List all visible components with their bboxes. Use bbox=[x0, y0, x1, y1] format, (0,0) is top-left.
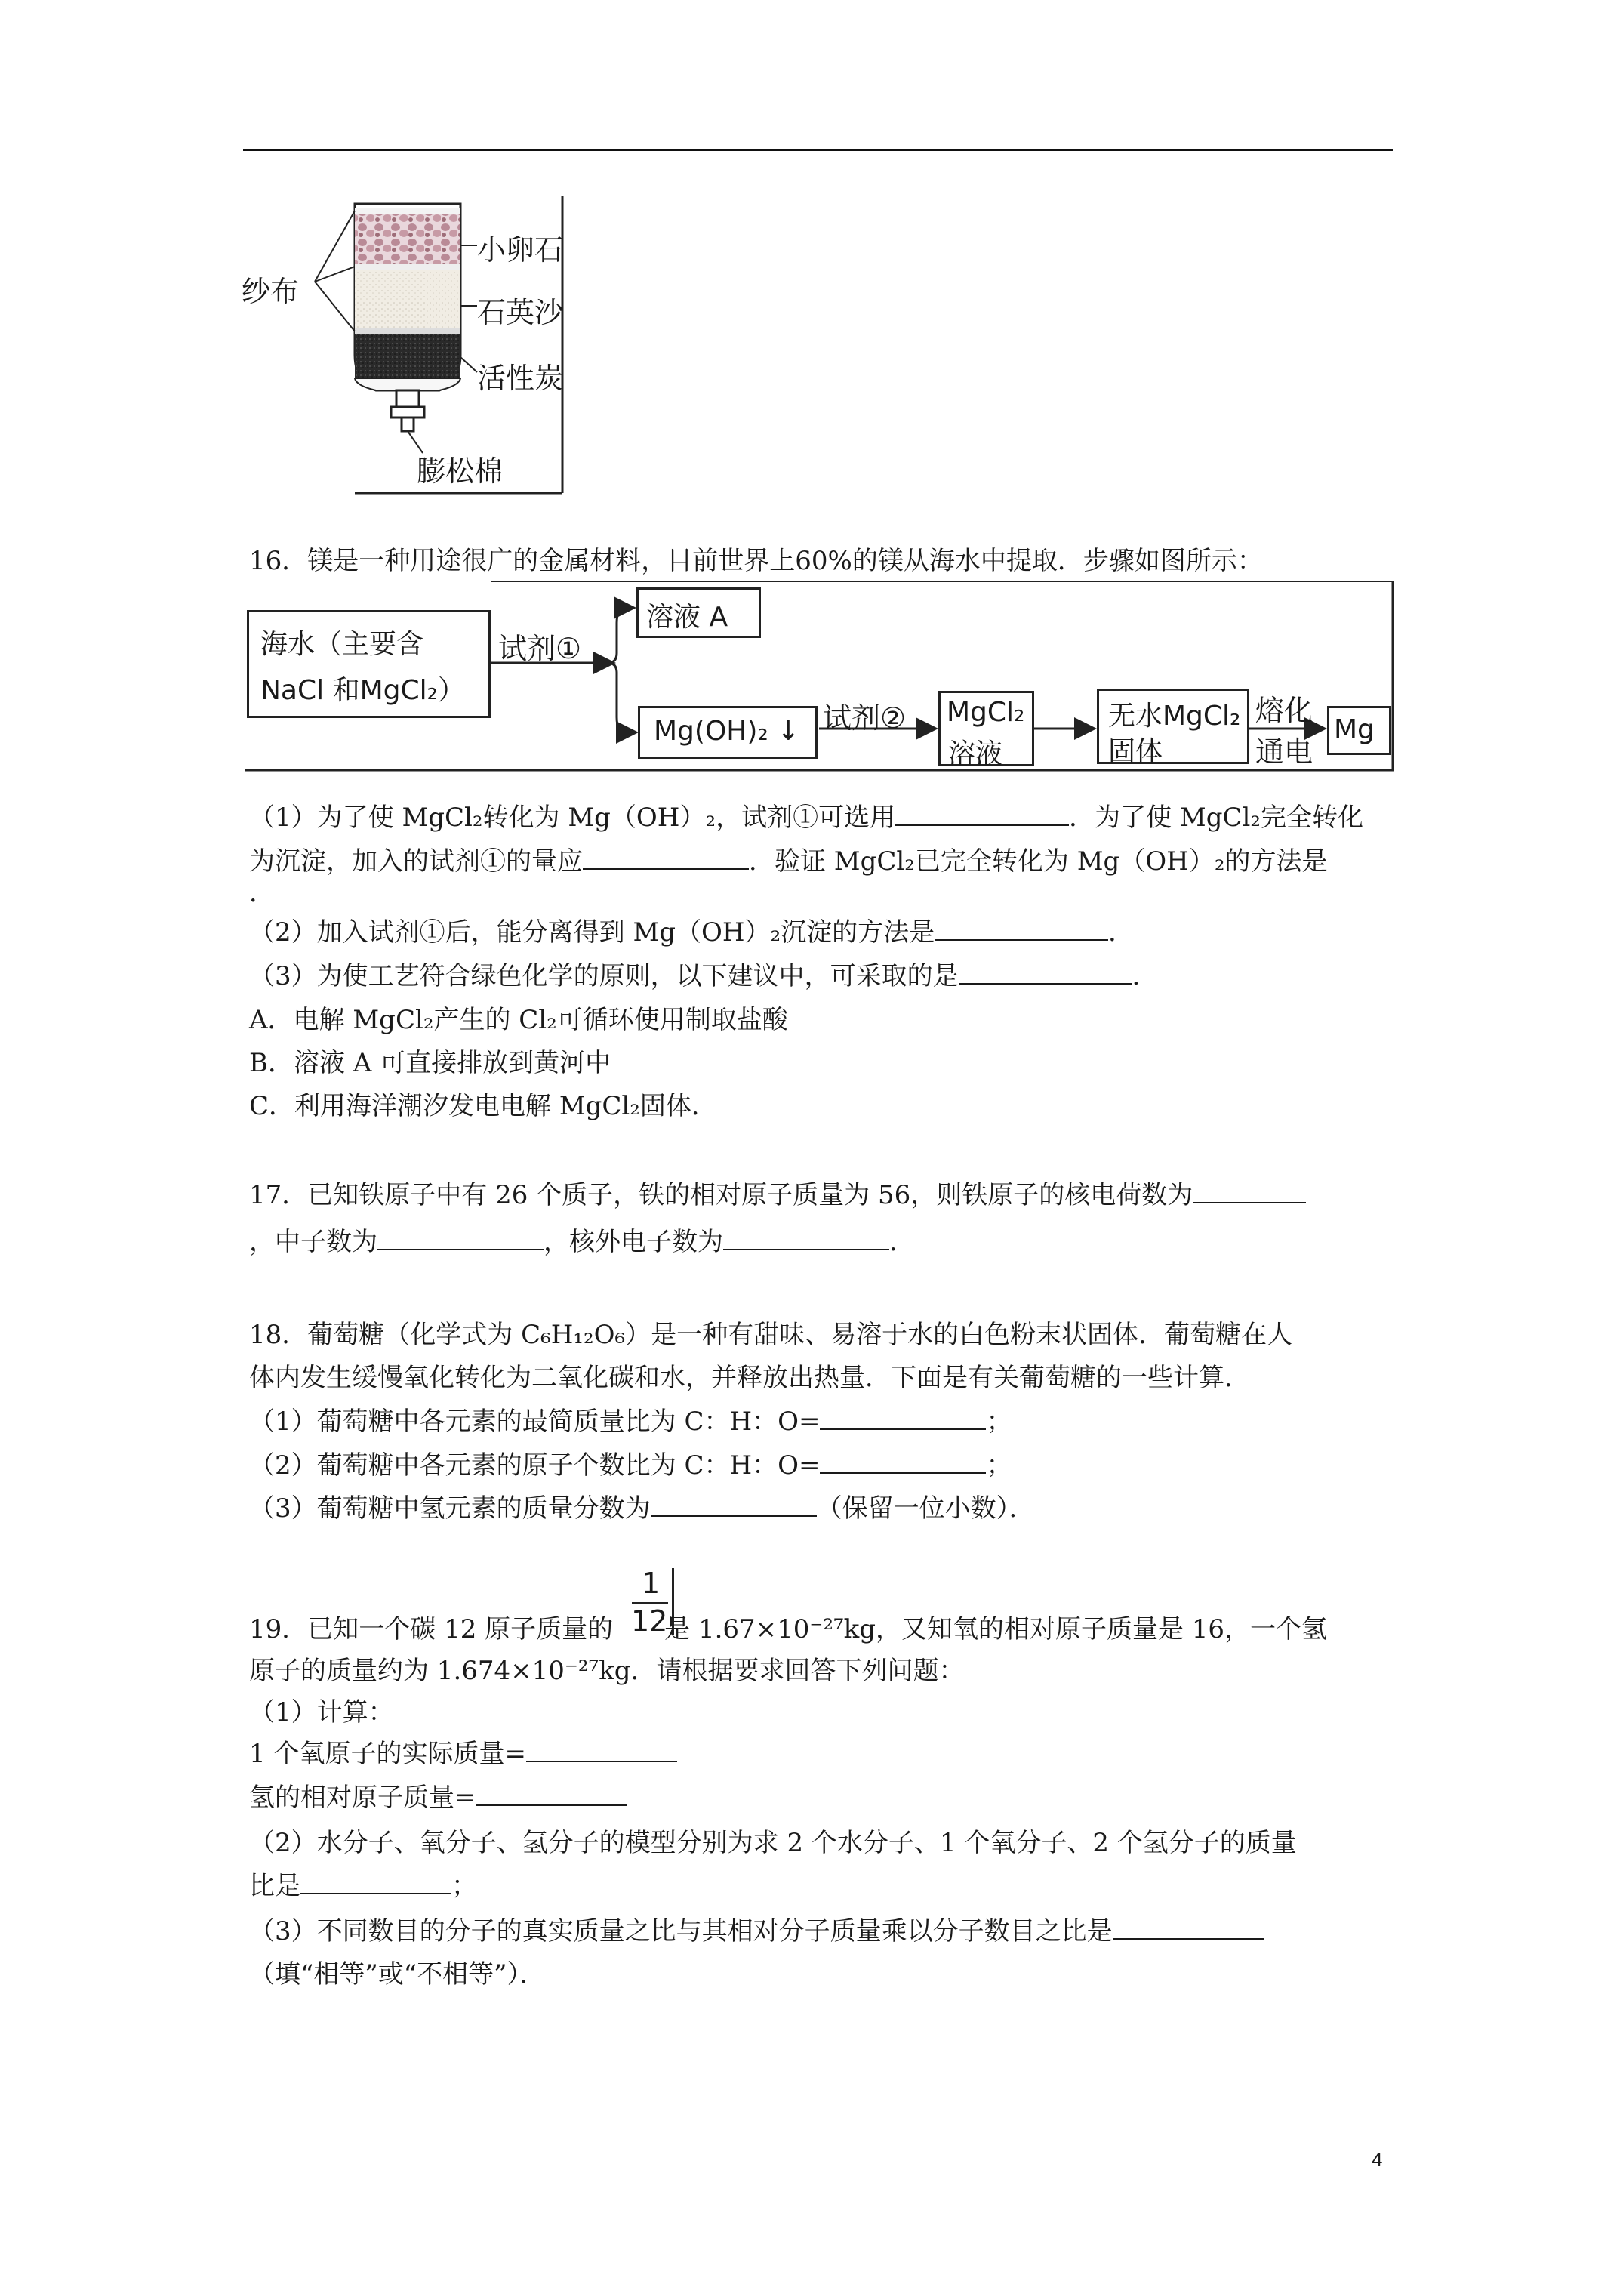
label-reagent-2: 试剂② bbox=[823, 701, 907, 735]
q16-p1-text-b: ．为了使 MgCl₂完全转化 bbox=[1069, 803, 1363, 833]
label-cotton: 膨松棉 bbox=[417, 455, 504, 488]
header-rule bbox=[243, 149, 1393, 151]
page-number: 4 bbox=[1372, 2148, 1383, 2171]
q16-option-b: B．溶液 A 可直接排放到黄河中 bbox=[249, 1048, 611, 1078]
answer-blank[interactable] bbox=[1113, 1915, 1264, 1940]
label-reagent-1: 试剂① bbox=[498, 632, 582, 665]
q16-p1-text-c: 为沉淀，加入的试剂①的量应 bbox=[249, 846, 583, 877]
q18-p1-text-a: （1）葡萄糖中各元素的最简质量比为 C：H：O= bbox=[249, 1407, 821, 1437]
q16-part1-line2 bbox=[249, 844, 1389, 879]
answer-blank[interactable] bbox=[300, 1870, 451, 1894]
q18-part2 bbox=[249, 1448, 1389, 1483]
label-quartz-sand: 石英沙 bbox=[477, 296, 564, 329]
q17-text-1: 17．已知铁原子中有 26 个质子，铁的相对原子质量为 56，则铁原子的核电荷数为 bbox=[249, 1180, 1193, 1210]
q16-part1-line3 bbox=[249, 876, 1389, 911]
q16-stem: 16．镁是一种用途很广的金属材料，目前世界上60%的镁从海水中提取．步骤如图所示： bbox=[249, 546, 1263, 576]
answer-blank[interactable] bbox=[526, 1738, 677, 1762]
mgoh2-label: Mg(OH)₂ ↓ bbox=[654, 716, 800, 747]
label-electrolysis: 通电 bbox=[1255, 735, 1313, 769]
q16-flow-diagram bbox=[245, 581, 1397, 774]
q17-line1 bbox=[249, 1178, 1389, 1213]
answer-blank[interactable] bbox=[935, 917, 1108, 941]
box-mgcl2-solution bbox=[938, 691, 1034, 769]
mgcl2-solution-line1: MgCl₂ bbox=[947, 697, 1025, 728]
q16-option-c: C．利用海洋潮汐发电电解 MgCl₂固体． bbox=[249, 1091, 717, 1121]
q16-p3-text-a: （3）为使工艺符合绿色化学的原则，以下建议中，可采取的是 bbox=[249, 961, 959, 991]
q16-p1-text-e: ． bbox=[249, 878, 275, 908]
q16-p1-text-d: ．验证 MgCl₂已完全转化为 Mg（OH）₂的方法是 bbox=[749, 846, 1328, 877]
q17-text-2b: ，核外电子数为 bbox=[544, 1227, 723, 1257]
q16-part3 bbox=[249, 959, 1389, 994]
mg-label: Mg bbox=[1334, 714, 1375, 745]
answer-blank[interactable] bbox=[959, 960, 1132, 985]
q16-option-a: A．电解 MgCl₂产生的 Cl₂可循环使用制取盐酸 bbox=[249, 1005, 788, 1035]
fraction-numerator: 1 bbox=[642, 1567, 661, 1600]
anhydrous-line2: 固体 bbox=[1108, 736, 1163, 767]
q19-line1 bbox=[249, 1612, 1389, 1647]
box-solution-a bbox=[636, 587, 761, 638]
mgcl2-solution-line2: 溶液 bbox=[948, 738, 1003, 769]
q19-text-1b: 是 1.67×10⁻²⁷kg，又知氧的相对原子质量是 16，一个氢 bbox=[664, 1614, 1328, 1644]
q16-part2 bbox=[249, 915, 1389, 950]
q19-text-1a: 19．已知一个碳 12 原子质量的 bbox=[249, 1614, 614, 1644]
label-gauze: 纱布 bbox=[242, 275, 300, 308]
q18-part1 bbox=[249, 1404, 1389, 1439]
answer-blank[interactable] bbox=[583, 846, 749, 870]
fraction-denominator: 12 bbox=[631, 1604, 668, 1638]
q18-line2: 体内发生缓慢氧化转化为二氧化碳和水，并释放出热量．下面是有关葡萄糖的一些计算． bbox=[249, 1363, 1250, 1393]
solution-a-label: 溶液 A bbox=[646, 602, 728, 633]
q16-p2-text-b: ． bbox=[1108, 917, 1135, 948]
seawater-line2: NaCl 和MgCl₂） bbox=[260, 675, 466, 706]
q18-p3-text-b: （保留一位小数）． bbox=[816, 1493, 1035, 1524]
water-filter-figure bbox=[242, 193, 574, 498]
label-melt: 熔化 bbox=[1255, 694, 1313, 727]
seawater-line1: 海水（主要含 bbox=[260, 629, 424, 660]
q19-p1-text-b: 氢的相对原子质量= bbox=[249, 1783, 476, 1813]
answer-blank[interactable] bbox=[895, 802, 1069, 826]
q19-part2-line2 bbox=[249, 1869, 1389, 1903]
answer-blank[interactable] bbox=[1193, 1179, 1306, 1203]
answer-blank[interactable] bbox=[377, 1226, 544, 1250]
q19-p2-text-b: 比是 bbox=[249, 1871, 300, 1901]
answer-blank[interactable] bbox=[820, 1406, 986, 1430]
answer-blank[interactable] bbox=[476, 1782, 627, 1806]
q19-p3-text-a: （3）不同数目的分子的真实质量之比与其相对分子质量乘以分子数目之比是 bbox=[249, 1916, 1113, 1946]
q19-part3-line2: （填“相等”或“不相等”）． bbox=[249, 1959, 546, 1989]
q17-line2 bbox=[249, 1225, 1389, 1259]
q16-part1-line1 bbox=[249, 800, 1389, 835]
q19-part1: （1）计算： bbox=[249, 1697, 394, 1727]
q19-part1-oxygen-mass bbox=[249, 1737, 1389, 1771]
q18-line1: 18．葡萄糖（化学式为 C₆H₁₂O₆）是一种有甜味、易溶于水的白色粉末状固体．葡萄糖在人 bbox=[249, 1320, 1293, 1350]
answer-blank[interactable] bbox=[820, 1450, 986, 1474]
q16-p1-text-a: （1）为了使 MgCl₂转化为 Mg（OH）₂，试剂①可选用 bbox=[249, 803, 896, 833]
answer-blank[interactable] bbox=[651, 1493, 817, 1517]
q19-part3-line1 bbox=[249, 1914, 1389, 1949]
q16-p3-text-b: ． bbox=[1132, 961, 1158, 991]
q17-text-2c: ． bbox=[889, 1227, 915, 1257]
q19-p2-text-c: ； bbox=[451, 1871, 477, 1901]
label-pebble: 小卵石 bbox=[477, 233, 564, 267]
q19-part1-hydrogen-mass bbox=[249, 1780, 1389, 1815]
q17-text-2a: ，中子数为 bbox=[249, 1227, 377, 1257]
q19-p1-text-a: 1 个氧原子的实际质量= bbox=[249, 1739, 526, 1769]
box-anhydrous-mgcl2 bbox=[1097, 689, 1249, 767]
anhydrous-line1: 无水MgCl₂ bbox=[1108, 701, 1241, 732]
box-seawater bbox=[247, 610, 491, 718]
q18-p1-text-b: ； bbox=[986, 1407, 1012, 1437]
box-mgoh2 bbox=[638, 706, 818, 759]
q19-part2-line1: （2）水分子、氧分子、氢分子的模型分别为求 2 个水分子、1 个氧分子、2 个氢分子的质量 bbox=[249, 1828, 1297, 1858]
q18-p3-text-a: （3）葡萄糖中氢元素的质量分数为 bbox=[249, 1493, 651, 1524]
q19-line2: 原子的质量约为 1.674×10⁻²⁷kg．请根据要求回答下列问题： bbox=[249, 1656, 965, 1686]
answer-blank[interactable] bbox=[723, 1226, 889, 1250]
q18-p2-text-a: （2）葡萄糖中各元素的原子个数比为 C：H：O= bbox=[249, 1450, 821, 1481]
q16-p2-text-a: （2）加入试剂①后，能分离得到 Mg（OH）₂沉淀的方法是 bbox=[249, 917, 935, 948]
q18-p2-text-b: ； bbox=[986, 1450, 1012, 1481]
box-mg bbox=[1327, 706, 1391, 755]
label-activated-carbon: 活性炭 bbox=[477, 362, 564, 395]
q18-part3 bbox=[249, 1491, 1389, 1526]
